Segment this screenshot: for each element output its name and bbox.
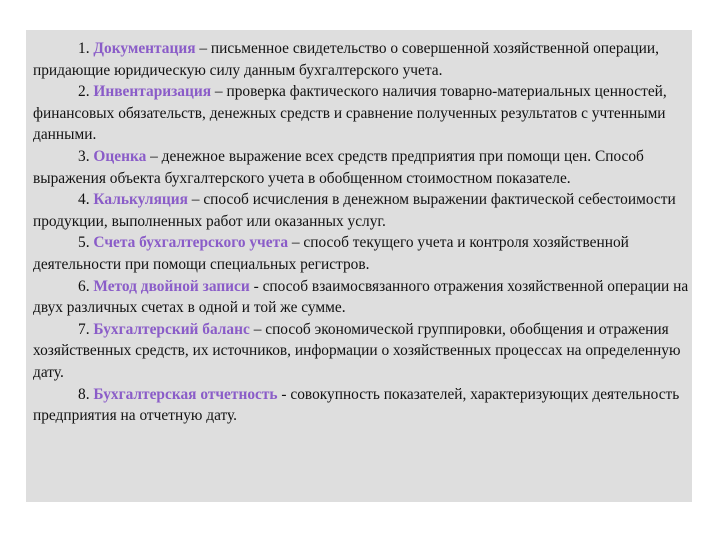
definition-paragraph [33,81,693,146]
definition-text: денежное выражение всех средств предприятия при помощи цен. Способ выражения объекта бухгалтерского учета в обобщенном стоимостном показателе. [33,147,644,187]
definition-paragraph [33,189,693,232]
definition-text: способ текущего учета и контроля хозяйственной деятельности при помощи специальных регистров. [33,234,629,273]
paragraph-number: 2. [78,83,90,101]
paragraph-number: 3. [78,147,90,165]
term-label: Документация [93,40,196,57]
definition-paragraph [33,38,693,81]
definition-text: письменное свидетельство о совершенной хозяйственной операции, придающие юридическую силу данным бухгалтерского учета. [33,40,659,79]
term-label: Оценка [93,147,147,165]
term-label: Инвентаризация [93,83,212,101]
definition-paragraph [33,319,693,384]
term-separator: – [195,40,211,57]
definitions-list [33,38,693,427]
term-label: Калькуляция [93,191,188,209]
term-label: Метод двойной записи [93,277,250,295]
term-separator: – [249,320,266,338]
definition-paragraph [33,276,693,319]
definition-text: совокупность показателей, характеризующих деятельность предприятия на отчетную дату. [33,385,680,425]
definition-paragraph [33,232,693,275]
term-separator: – [211,83,227,101]
paragraph-number: 4. [78,191,90,209]
paragraph-number: 7. [78,320,90,338]
definition-text: способ взаимосвязанного отражения хозяйственной операции на двух различных счетах в одной и той же сумме. [33,277,689,317]
paragraph-number: 8. [78,385,90,403]
definition-paragraph [33,146,693,189]
paragraph-number: 6. [78,277,90,295]
term-label: Счета бухгалтерского учета [93,234,289,252]
paragraph-number: 5. [78,234,90,252]
term-separator: - [249,277,263,295]
term-separator: – [146,147,162,165]
term-separator: – [288,234,304,252]
term-label: Бухгалтерский баланс [93,320,250,338]
definition-text: способ экономической группировки, обобщения и отражения хозяйственных средств, их источников, информации о хозяйственных процессах на определенную дату. [33,320,681,381]
definition-paragraph [33,384,693,427]
definition-text: способ исчисления в денежном выражении фактической себестоимости продукции, выполненных работ или оказанных услуг. [33,191,676,230]
term-separator: – [187,191,204,209]
term-label: Бухгалтерская отчетность [93,385,278,403]
definition-text: проверка фактического наличия товарно-материальных ценностей, финансовых обязательств, денежных средств и сравнение полученных результатов с учтенными данными. [33,83,667,144]
term-separator: - [277,385,291,403]
paragraph-number: 1. [78,40,90,57]
